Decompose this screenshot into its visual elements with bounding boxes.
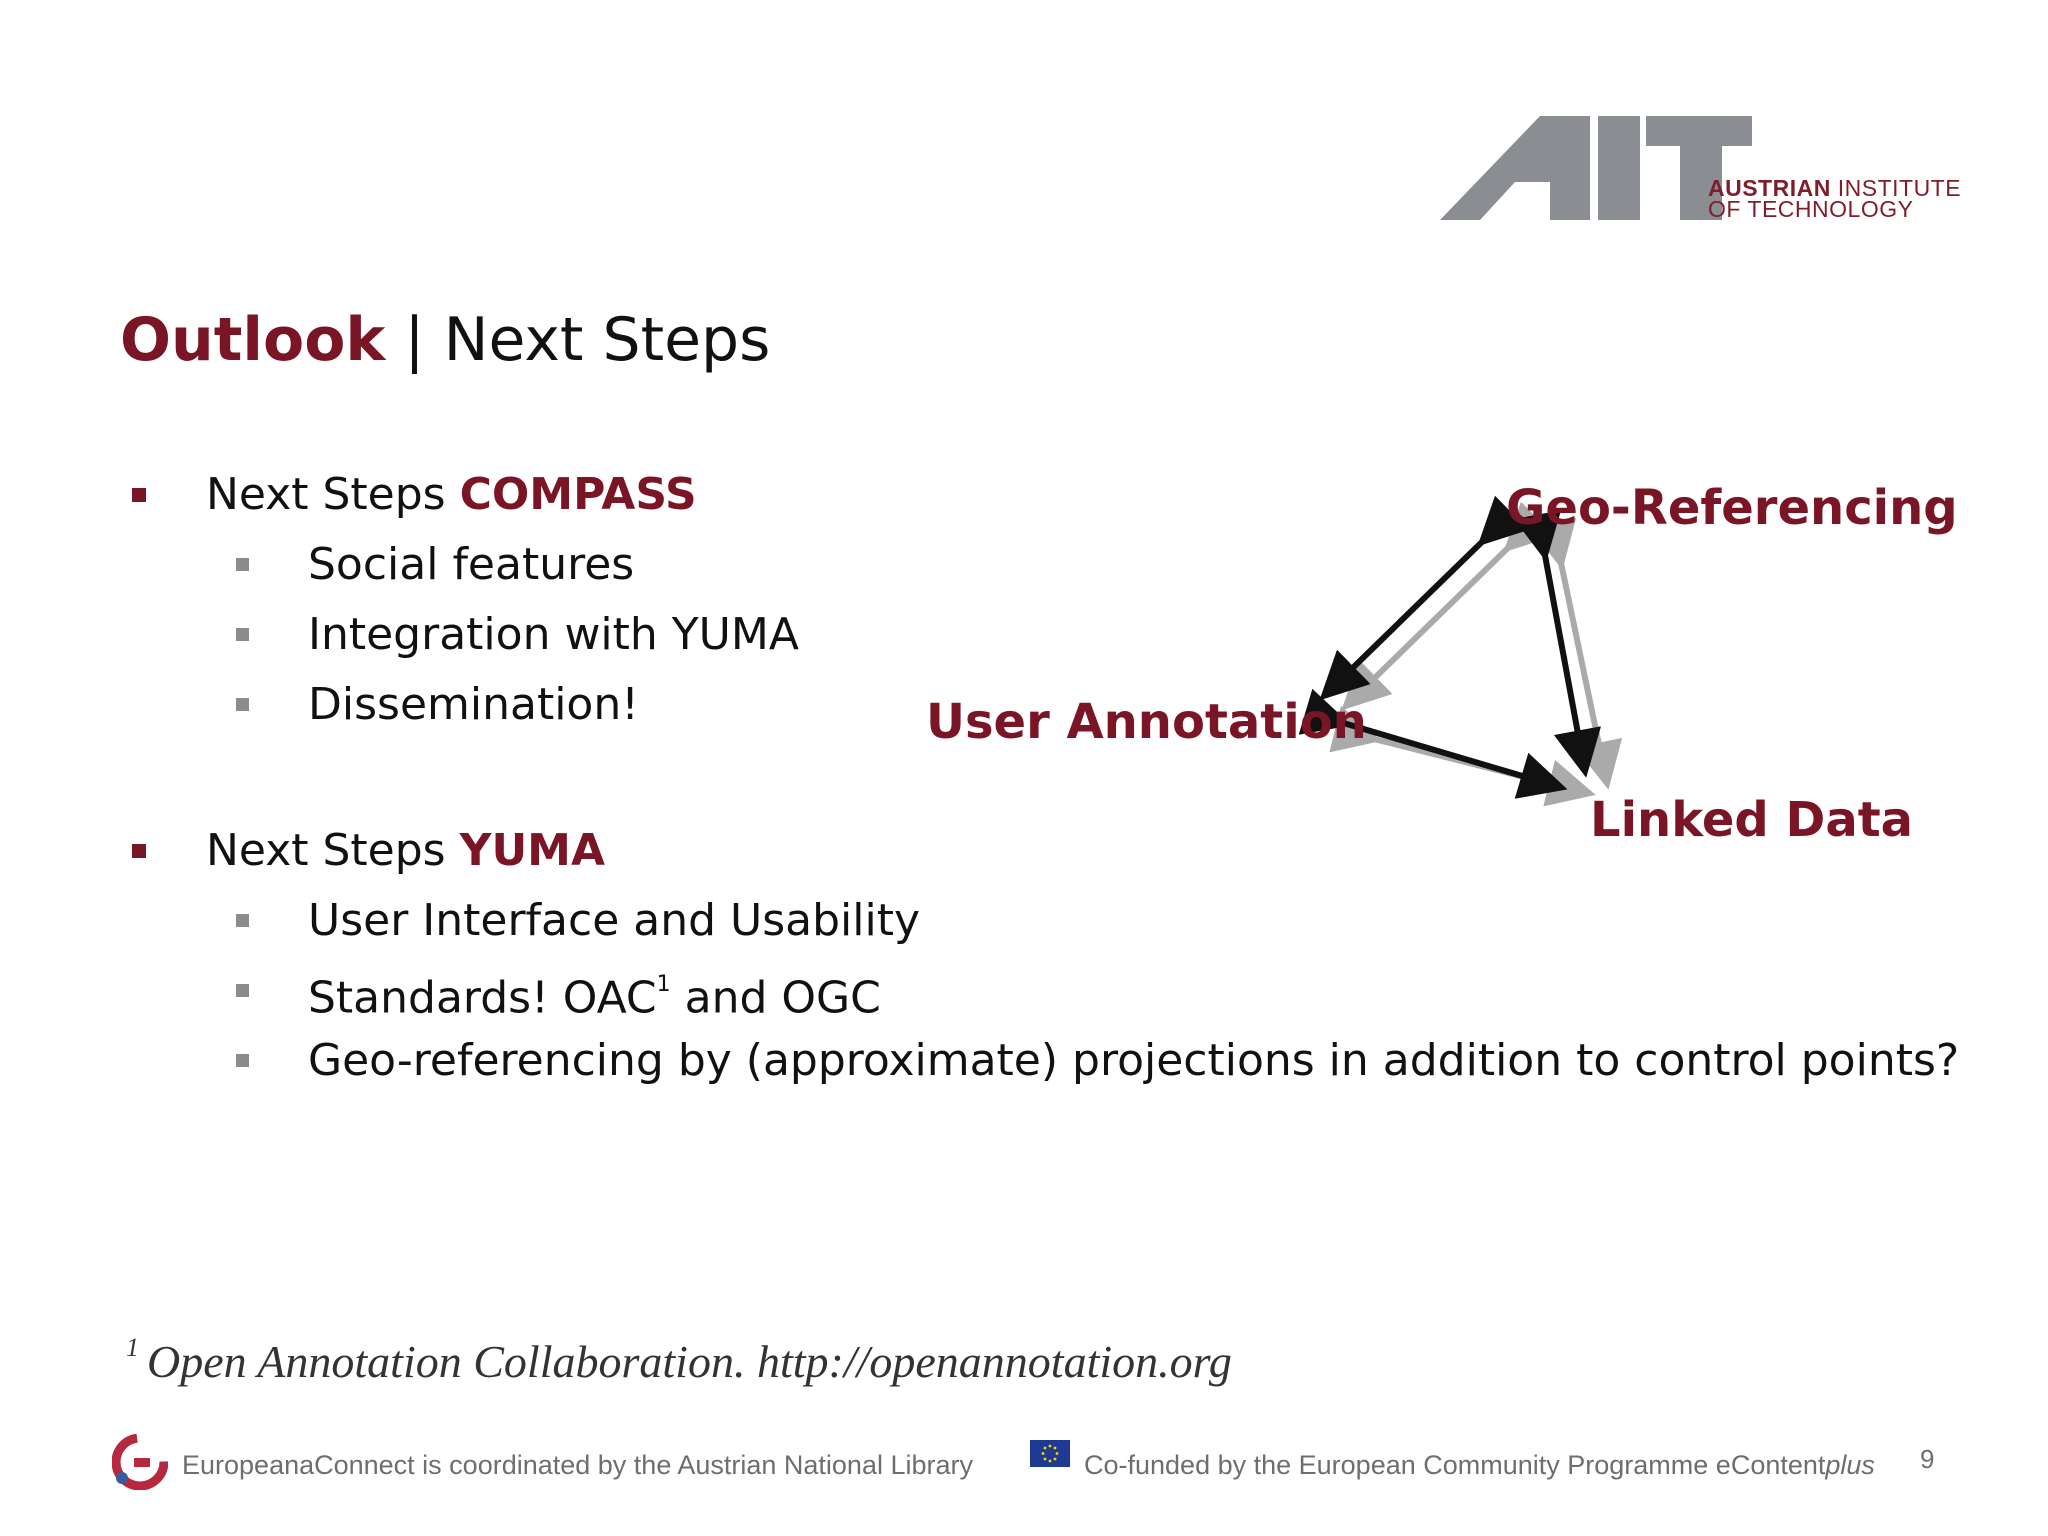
footer-right-italic: plus <box>1825 1450 1875 1480</box>
triangle-diagram <box>900 470 1958 870</box>
sub-bullet-square-icon <box>236 1054 249 1067</box>
arrow-geo-user-grey <box>1350 544 1512 702</box>
sub-bullet-square-icon <box>236 628 249 641</box>
sub-bullet <box>130 956 1950 1026</box>
bullet-square-icon <box>132 488 146 502</box>
node-geo-referencing: Geo-Referencing <box>1506 480 1958 536</box>
sub-bullet-text: User Interface and Usability <box>308 895 921 946</box>
footer <box>0 1420 2048 1500</box>
footer-right-text <box>1084 1450 1875 1481</box>
sub-bullet-square-icon <box>236 558 249 571</box>
europeana-connect-logo-icon <box>112 1434 168 1490</box>
title-rest: Next Steps <box>443 305 771 375</box>
title-accent: Outlook <box>120 305 386 375</box>
sub-bullet-text-tail: and OGC <box>670 972 881 1024</box>
page-number: 9 <box>1920 1444 1935 1474</box>
footnote-text: Open Annotation Collaboration. http://openannotation.org <box>147 1336 1232 1387</box>
bullet-yuma-prefix: Next Steps <box>206 825 460 876</box>
logo-line2: OF TECHNOLOGY <box>1708 196 1914 222</box>
ait-logo-wordmark <box>1708 175 1962 222</box>
sub-bullet-text: Geo-referencing by (approximate) projections in addition to control points? <box>308 1035 1960 1086</box>
sub-bullet-square-icon <box>236 698 249 711</box>
bullet-compass-prefix: Next Steps <box>206 469 460 520</box>
bullet-compass-highlight: COMPASS <box>459 469 697 520</box>
page-title <box>120 300 770 380</box>
footnote-marker: 1 <box>656 972 671 997</box>
title-separator: | <box>385 305 444 375</box>
sub-bullet-text: Standards! OAC <box>308 972 657 1024</box>
sub-bullet <box>130 1026 1960 1096</box>
footer-right-main: Co-funded by the European Community Programme eContent <box>1084 1450 1826 1480</box>
bullet-yuma-highlight: YUMA <box>459 825 606 876</box>
bullet-square-icon <box>132 844 146 858</box>
node-user-annotation: User Annotation <box>926 694 1367 750</box>
arrow-geo-user <box>1328 538 1486 692</box>
sub-bullet-text: Integration with YUMA <box>308 609 799 660</box>
footnote <box>126 1335 1232 1388</box>
footer-left-text: EuropeanaConnect is coordinated by the Austrian National Library <box>182 1450 973 1480</box>
eu-flag-icon <box>1030 1440 1070 1467</box>
sub-bullet-square-icon <box>236 984 249 997</box>
logo-line1-bold: AUSTRIAN <box>1708 175 1831 201</box>
sub-bullet-text: Dissemination! <box>308 679 639 730</box>
logo-line1-rest: INSTITUTE <box>1830 175 1962 201</box>
sub-bullet-square-icon <box>236 914 249 927</box>
sub-bullet <box>130 886 1950 956</box>
node-linked-data: Linked Data <box>1590 792 1914 848</box>
footnote-number: 1 <box>126 1333 139 1362</box>
sub-bullet-text: Social features <box>308 539 635 590</box>
arrow-user-linked <box>1340 722 1556 786</box>
